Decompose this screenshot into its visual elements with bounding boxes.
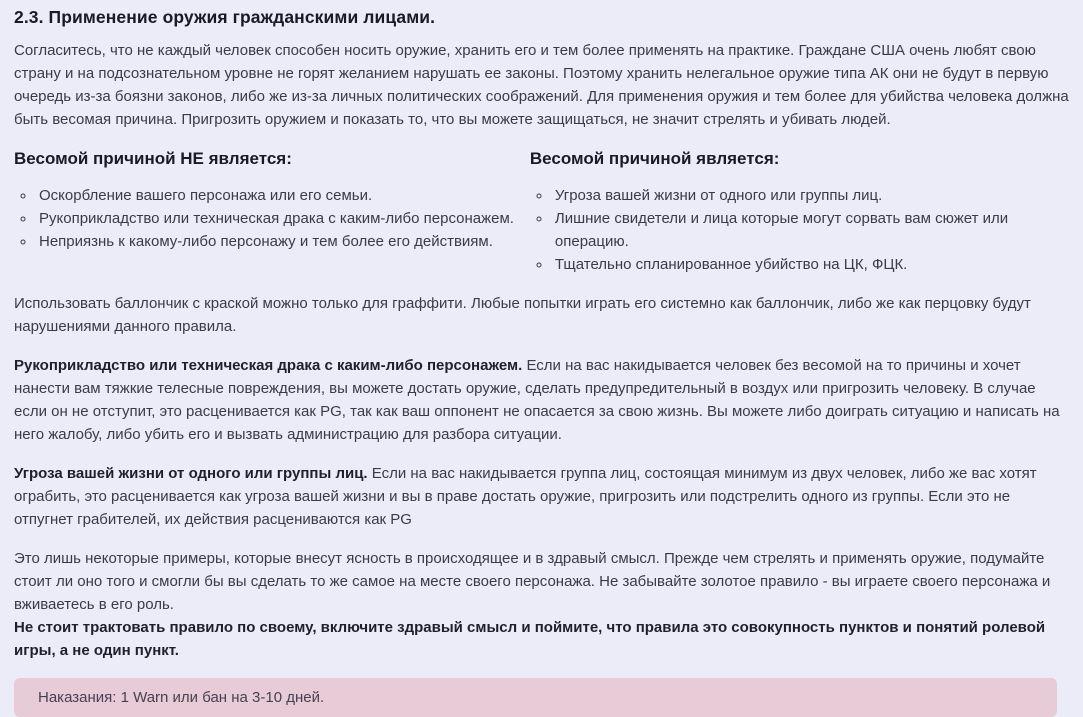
page-title: 2.3. Применение оружия гражданскими лицами. bbox=[14, 7, 436, 27]
life-threat-text: Если на вас накидывается группа лиц, состоящая минимум из двух человек, либо же вас хотят ограбить, это расценивается как угроза вашей жизни и вы в праве достать оружие, пригрозить или подстрелить одного из группы. Если это не отпугнет грабителей, их действия расцениваются как PG bbox=[14, 465, 1037, 528]
punishment-text: Наказания: 1 Warn или бан на 3-10 дней. bbox=[38, 689, 325, 706]
reason-item: ◦ Рукоприкладство или техническая драка с каким-либо персонажем. bbox=[36, 207, 530, 230]
reason-item: ◦ Угроза вашей жизни от одного или группы лиц. bbox=[552, 184, 1069, 207]
column-valid-reasons bbox=[530, 147, 1069, 276]
life-threat-paragraph bbox=[14, 462, 1069, 531]
column-not-valid-reasons bbox=[14, 147, 530, 276]
fistfight-text: Если на вас накидывается человек без весомой на то причины и хочет нанести вам тяжкие телесные повреждения, вы можете достать оружие, сделать предупредительный в воздух или пригрозить человеку. В случае если он не отступит, это расценивается как PG, так как ваш оппонент не опасается за свою жизнь. Вы можете либо доиграть ситуацию и написать на него жалобу, либо убить его и вызвать администрацию для разбора ситуации. bbox=[14, 357, 1060, 443]
outro-paragraph bbox=[14, 547, 1069, 662]
valid-reason-list bbox=[530, 184, 1069, 276]
not-valid-reason-list bbox=[14, 184, 530, 253]
outro-bold-note: Не стоит трактовать правило по своему, включите здравый смысл и поймите, что правила это совокупность пунктов и понятий ролевой игры, а не один пункт. bbox=[14, 619, 1046, 659]
reason-item: ◦ Тщательно спланированное убийство на ЦК, ФЦК. bbox=[552, 253, 1069, 276]
fistfight-paragraph bbox=[14, 354, 1069, 446]
spray-paint-paragraph: Использовать баллончик с краской можно только для граффити. Любые попытки играть его системно как баллончик, либо же как перцовку будут нарушениями данного правила. bbox=[14, 295, 1031, 335]
punishment-callout bbox=[14, 678, 1057, 717]
reason-item: ◦ Неприязнь к какому-либо персонажу и тем более его действиям. bbox=[36, 230, 530, 253]
outro-text: Это лишь некоторые примеры, которые внесут ясность в происходящее и в здравый смысл. Прежде чем стрелять и применять оружие, подумайте стоит ли оно того и смогли бы вы сделать то же самое на месте своего персонажа. Не забывайте золотое правило - вы играете своего персонажа и вживаетесь в его роль. bbox=[14, 550, 1051, 613]
column-heading-valid: Весомой причиной является: bbox=[529, 149, 780, 168]
life-threat-lead: Угроза вашей жизни от одного или группы лиц. bbox=[14, 465, 368, 482]
fistfight-lead: Рукоприкладство или техническая драка с каким-либо персонажем. bbox=[14, 357, 523, 374]
reason-item: ◦ Оскорбление вашего персонажа или его семьи. bbox=[36, 184, 530, 207]
reason-item: ◦ Лишние свидетели и лица которые могут сорвать вам сюжет или операцию. bbox=[552, 207, 1069, 253]
reasons-columns bbox=[14, 147, 1069, 276]
intro-paragraph: Согласитесь, что не каждый человек способен носить оружие, хранить его и тем более применять на практике. Граждане США очень любят свою страну и на подсознательном уровне не горят желанием нарушать ее законы. Поэтому хранить нелегальное оружие типа АК они не будут в первую очередь из-за боязни законов, либо же из-за личных политических соображений. Для применения оружия и тем более для убийства человека должна быть весомая причина. Пригрозить оружием и показать то, что вы можете защищаться, не значит стрелять и убивать людей. bbox=[14, 42, 1069, 128]
column-heading-not-valid: Весомой причиной НЕ является: bbox=[14, 149, 292, 168]
